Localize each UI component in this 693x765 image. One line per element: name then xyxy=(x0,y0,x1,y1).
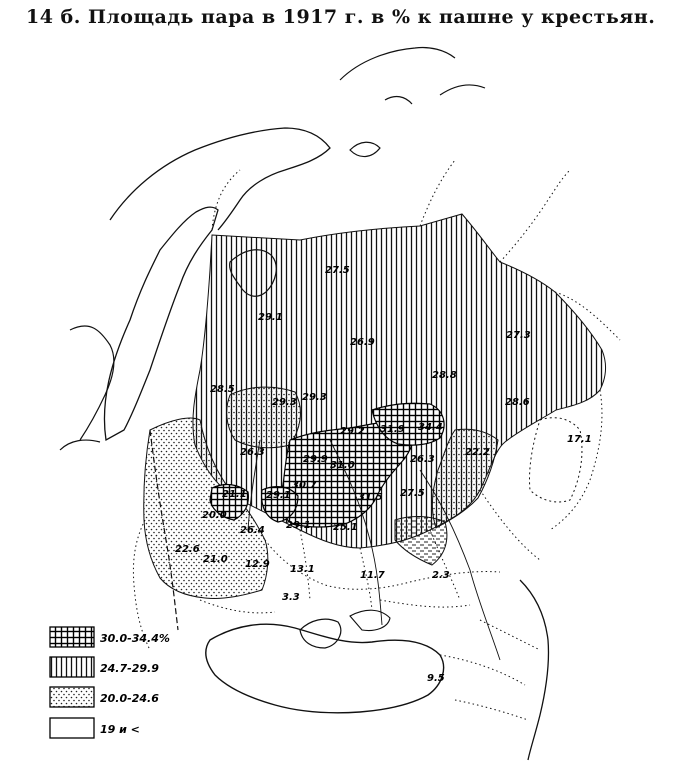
region-value-label: 21.1 xyxy=(222,489,247,500)
region-value-label: 27.3 xyxy=(506,330,531,341)
region-value-label: 29.3 xyxy=(272,397,297,408)
region-value-label: 13.1 xyxy=(290,564,315,575)
region-value-label: 28.8 xyxy=(432,370,457,381)
region-value-label: 26.3 xyxy=(410,454,435,465)
region-value-label: 25.1 xyxy=(333,522,358,533)
map-title: 14 б. Площадь пара в 1917 г. в % к пашне у крестьян. xyxy=(26,6,656,28)
region-value-label: 11.7 xyxy=(360,570,385,581)
region-value-label: 30.7 xyxy=(292,480,317,491)
scandinavia-north-coast xyxy=(110,128,330,230)
region-value-label: 21.0 xyxy=(203,554,228,565)
caucasus-line xyxy=(440,655,528,720)
region-value-label: 26.9 xyxy=(350,337,375,348)
region-blank-east xyxy=(529,418,581,502)
region-value-label: 20.0 xyxy=(202,510,227,521)
legend-swatch-dots xyxy=(50,687,94,707)
legend xyxy=(50,627,170,738)
region-value-label: 34.4 xyxy=(418,422,443,433)
region-value-label: 17.1 xyxy=(567,434,592,445)
crimea xyxy=(300,619,341,648)
region-value-label: 27.5 xyxy=(400,488,425,499)
legend-swatch-blank xyxy=(50,718,94,738)
legend-swatch-grid xyxy=(50,627,94,647)
legend-label: 24.7-29.9 xyxy=(100,662,159,675)
region-value-label: 29.1 xyxy=(258,312,283,323)
region-value-label: 26.3 xyxy=(240,447,265,458)
region-value-label: 31.9 xyxy=(380,424,405,435)
arctic-islands xyxy=(340,47,485,156)
region-value-label: 28.6 xyxy=(505,397,530,408)
legend-label: 19 и < xyxy=(100,723,140,736)
legend-swatch-vertical xyxy=(50,657,94,677)
black-sea xyxy=(206,624,444,713)
region-value-label: 26.4 xyxy=(240,525,265,536)
azov-sea xyxy=(350,610,390,630)
region-value-label: 2.3 xyxy=(432,570,450,581)
caspian-coast xyxy=(520,580,549,760)
region-value-label: 22.2 xyxy=(465,447,490,458)
region-value-label: 29.1 xyxy=(266,490,291,501)
legend-label: 20.0-24.6 xyxy=(100,692,159,705)
legend-label: 30.0-34.4% xyxy=(100,632,170,645)
region-value-label: 31.0 xyxy=(330,460,355,471)
region-value-label: 29.3 xyxy=(302,392,327,403)
region-value-label: 3.3 xyxy=(282,592,300,603)
region-value-label: 31.5 xyxy=(358,492,383,503)
baltic-coast xyxy=(60,326,114,450)
region-value-label: 29.9 xyxy=(303,454,328,465)
region-value-label: 28.5 xyxy=(210,384,235,395)
region-value-label: 22.6 xyxy=(175,544,200,555)
region-value-label: 27.5 xyxy=(325,265,350,276)
region-value-label: 12.9 xyxy=(245,559,270,570)
region-value-label: 29.1 xyxy=(286,520,311,531)
region-value-label: 9.5 xyxy=(427,673,445,684)
region-dashed-southeast xyxy=(395,516,447,565)
region-value-label: 29.2 xyxy=(340,426,365,437)
